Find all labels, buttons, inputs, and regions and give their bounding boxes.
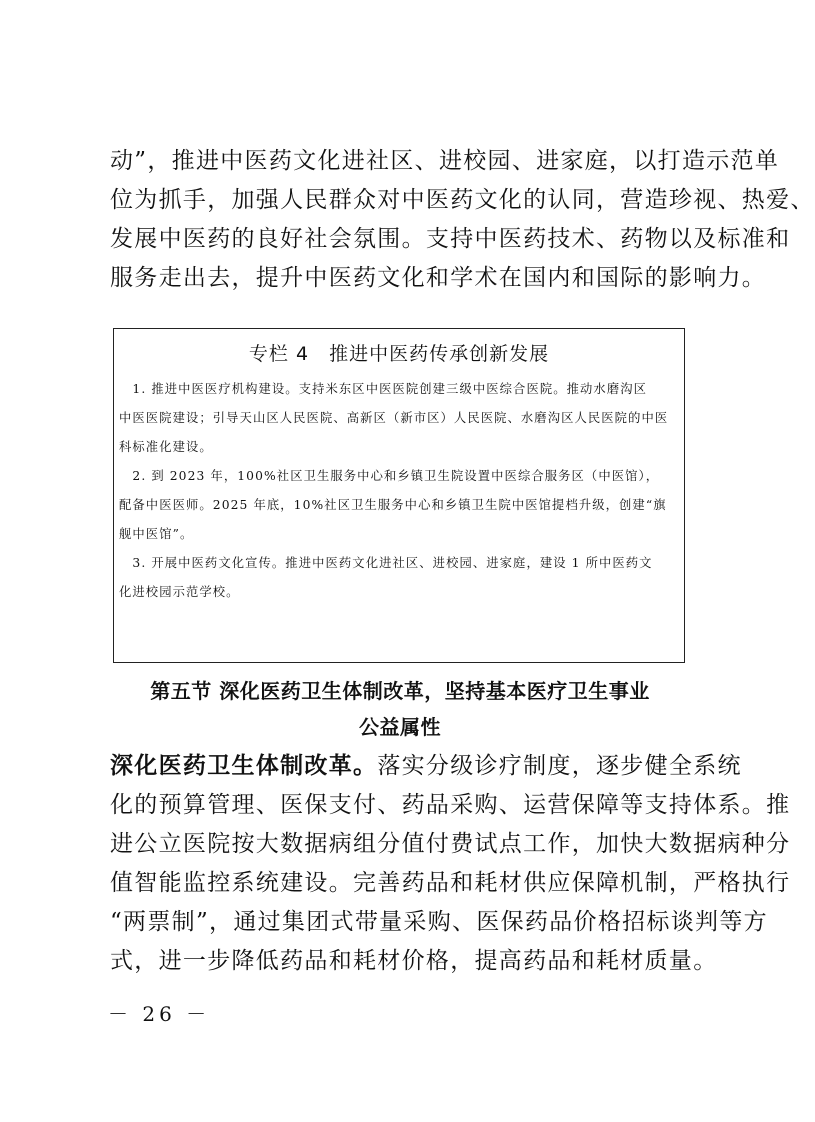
paragraph-line: 位为抓手，加强人民群众对中医药文化的认同，营造珍视、热爱、 — [110, 187, 815, 213]
column-box-line: 1. 推进中医医疗机构建设。支持米东区中医医院创建三级中医综合医院。推动水磨沟区 — [119, 382, 648, 396]
paragraph-first-line — [110, 747, 742, 786]
paragraph-lead-heading: 深化医药卫生体制改革。 — [110, 753, 378, 779]
column-box-line: 中医医院建设；引导天山区人民医院、高新区（新市区）人民医院、水磨沟区人民医院的中医 — [119, 411, 669, 425]
column-box-number: 专栏 4 — [248, 343, 310, 365]
paragraph-line-rest: 落实分级诊疗制度，逐步健全系统 — [377, 753, 742, 779]
paragraph-reform — [110, 747, 791, 981]
paragraph-continuation — [110, 142, 815, 298]
column-box-body — [119, 375, 679, 607]
paragraph-line: 动”，推进中医药文化进社区、进校园、进家庭，以打造示范单 — [110, 148, 780, 174]
paragraph-line: 值智能监控系统建设。完善药品和耗材供应保障机制，严格执行 — [110, 870, 791, 896]
paragraph-line: “两票制”，通过集团式带量采购、医保药品价格招标谈判等方 — [110, 909, 768, 935]
page-number: － 26 － — [108, 1002, 211, 1026]
paragraph-line: 服务走出去，提升中医药文化和学术在国内和国际的影响力。 — [110, 265, 767, 291]
section-title-line1: 第五节 深化医药卫生体制改革，坚持基本医疗卫生事业 — [150, 679, 650, 703]
paragraph-line: 发展中医药的良好社会氛围。支持中医药技术、药物以及标准和 — [110, 226, 791, 252]
paragraph-line: 式，进一步降低药品和耗材价格，提高药品和耗材质量。 — [110, 948, 718, 974]
column-box-line: 配备中医医师。2025 年底，10%社区卫生服务中心和乡镇卫生院中医馆提档升级，创建“旗 — [119, 498, 667, 512]
column-box-title — [114, 339, 684, 366]
column-box — [113, 328, 685, 663]
column-box-line: 3. 开展中医药文化宣传。推进中医药文化进社区、进校园、进家庭，建设 1 所中医药文 — [119, 556, 653, 570]
column-box-line: 2. 到 2023 年，100%社区卫生服务中心和乡镇卫生院设置中医综合服务区（中医馆）， — [119, 469, 660, 483]
section-title-line2: 公益属性 — [359, 715, 441, 739]
column-box-line: 科标准化建设。 — [119, 440, 213, 454]
column-box-line: 化进校园示范学校。 — [119, 585, 240, 599]
column-box-heading: 推进中医药传承创新发展 — [329, 343, 550, 365]
paragraph-line: 进公立医院按大数据病组分值付费试点工作，加快大数据病种分 — [110, 831, 791, 857]
paragraph-line: 化的预算管理、医保支付、药品采购、运营保障等支持体系。推 — [110, 792, 791, 818]
column-box-line: 舰中医馆”。 — [119, 527, 194, 541]
